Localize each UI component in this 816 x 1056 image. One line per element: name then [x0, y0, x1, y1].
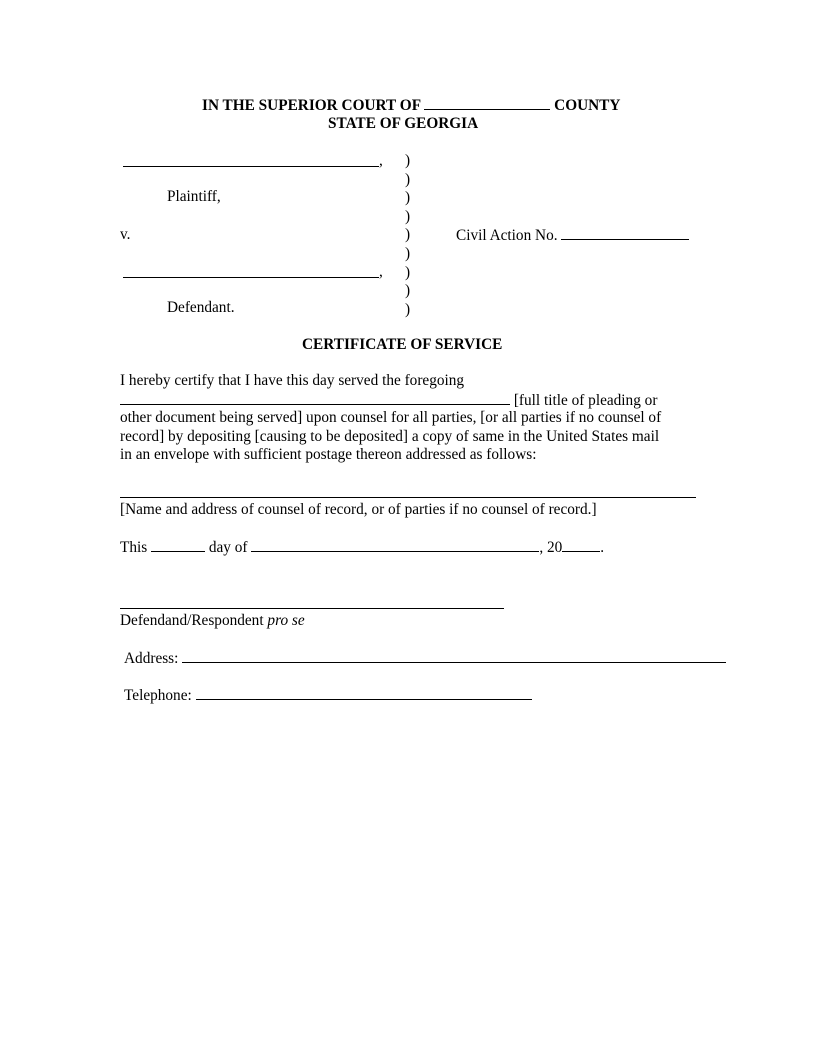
- role-italic: pro se: [267, 612, 305, 629]
- pleading-title-blank: [120, 391, 510, 405]
- plaintiff-label: Plaintiff,: [167, 188, 221, 205]
- plaintiff-name-blank: [123, 166, 379, 167]
- certificate-line-3: other document being served] upon counsel for all parties, [or all parties if no counsel of: [120, 409, 662, 426]
- civil-action-line: [456, 226, 689, 245]
- telephone-label: Telephone:: [124, 687, 192, 704]
- day-blank: [151, 538, 205, 552]
- defendant-label: Defendant.: [167, 299, 235, 316]
- certificate-line-5: in an envelope with sufficient postage thereon addressed as follows:: [120, 446, 537, 463]
- date-day-of: day of: [208, 539, 248, 556]
- paren: ): [405, 282, 411, 300]
- role-label: Defendand/Respondent: [120, 612, 264, 629]
- signature-role: [120, 612, 305, 630]
- court-prefix: IN THE SUPERIOR COURT OF: [202, 97, 421, 114]
- paren: ): [405, 189, 411, 207]
- court-suffix: COUNTY: [554, 97, 621, 114]
- defendant-name-blank: [123, 277, 379, 278]
- address-label: Address:: [124, 650, 179, 667]
- court-header-line: [202, 96, 620, 115]
- signature-blank: [120, 608, 504, 609]
- paren: ): [405, 226, 411, 244]
- paren: ): [405, 170, 411, 188]
- civil-action-number-blank: [561, 226, 689, 240]
- caption-bracket-column: [405, 152, 410, 319]
- addressee-blank: [120, 497, 696, 498]
- certificate-line-2: [120, 391, 657, 410]
- county-blank: [424, 96, 550, 110]
- paren: ): [405, 244, 411, 262]
- date-year-prefix: , 20: [539, 539, 563, 556]
- versus-label: v.: [120, 226, 131, 243]
- certificate-line-1: I hereby certify that I have this day served the foregoing: [120, 372, 465, 389]
- year-blank: [562, 538, 600, 552]
- pleading-title-hint: [full title of pleading or: [513, 392, 658, 409]
- address-line: [124, 649, 726, 668]
- date-line: [120, 538, 604, 557]
- certificate-line-4: record] by depositing [causing to be deposited] a copy of same in the United States mail: [120, 428, 660, 445]
- telephone-blank: [196, 686, 532, 700]
- month-blank: [251, 538, 539, 552]
- certificate-title: CERTIFICATE OF SERVICE: [302, 336, 503, 353]
- telephone-line: [124, 686, 532, 705]
- civil-action-label: Civil Action No.: [456, 227, 558, 244]
- paren: ): [405, 152, 411, 169]
- address-blank: [182, 649, 726, 663]
- plaintiff-comma: ,: [379, 152, 383, 169]
- defendant-comma: ,: [379, 263, 383, 280]
- paren: ): [405, 263, 411, 281]
- date-this: This: [120, 539, 148, 556]
- paren: ): [405, 300, 411, 318]
- paren: ): [405, 207, 411, 225]
- state-header-line: STATE OF GEORGIA: [328, 115, 479, 132]
- addressee-note: [Name and address of counsel of record, or of parties if no counsel of record.]: [120, 501, 597, 518]
- date-period: .: [600, 539, 605, 556]
